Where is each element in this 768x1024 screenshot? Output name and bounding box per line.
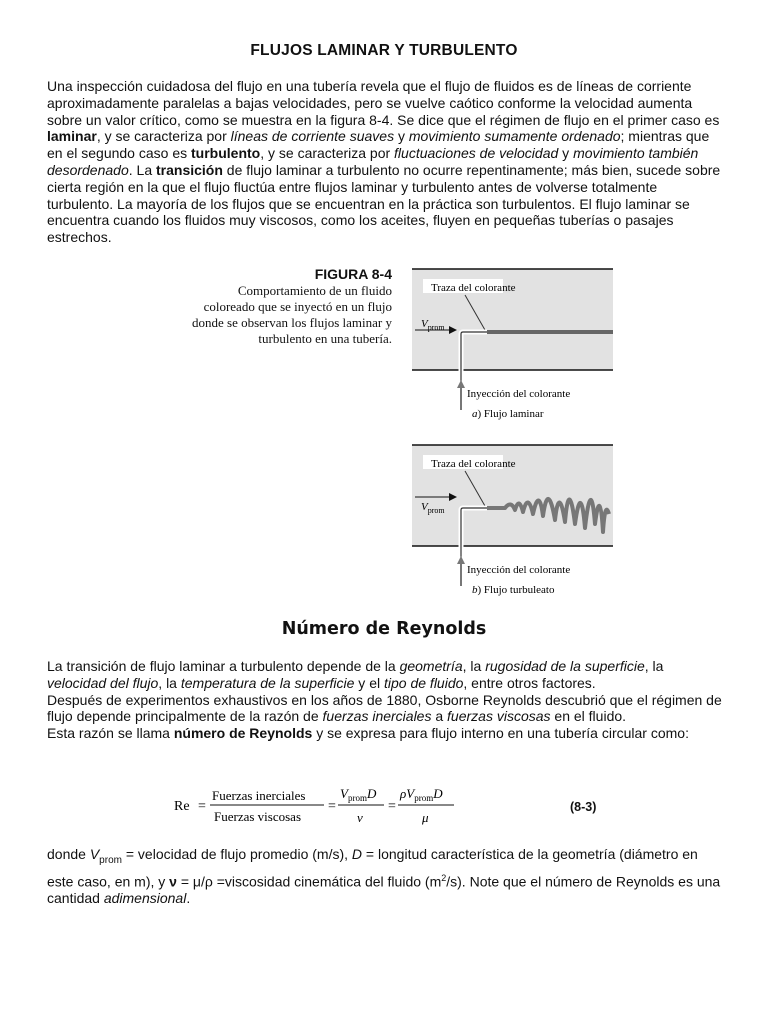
reynolds-equation <box>172 780 602 830</box>
term-geometria: geometría <box>399 658 463 674</box>
var-d: D <box>351 846 363 862</box>
body-text: , la <box>462 658 486 674</box>
body-text: = μ/ρ =viscosidad cinemática del fluido (m <box>176 873 442 890</box>
eq-sign: = <box>198 799 206 814</box>
eq-den1: Fuerzas viscosas <box>214 809 302 824</box>
body-text: = velocidad de flujo promedio (m/s), <box>121 846 352 862</box>
eq-num3: $\rho V_{prom}D$ <box>400 786 443 803</box>
var-v: V <box>89 846 100 862</box>
body-text: a <box>431 708 448 725</box>
eq-re: Re <box>174 799 190 814</box>
figure-label: FIGURA 8-4 <box>314 266 392 282</box>
term-laminar: laminar <box>47 128 97 145</box>
section-heading: Número de Reynolds <box>281 619 487 639</box>
eq-den3: μ <box>422 810 429 825</box>
caption-line: Comportamiento de un fluido <box>237 283 392 298</box>
figure-caption <box>160 266 392 347</box>
body-text: = longitud característica de la geometría (diámetro en este caso, en m), y <box>47 846 698 890</box>
eq-num1: Fuerzas inerciales <box>212 788 306 803</box>
body-text: , la <box>644 658 664 674</box>
body-text: , entre otros factores. <box>463 674 596 691</box>
term-movimiento: movimiento sumamente ordenado <box>408 128 621 145</box>
term-viscosas: fuerzas viscosas <box>447 708 551 725</box>
body-text: Esta razón se llama <box>47 725 174 742</box>
superscript: 2 <box>441 872 447 883</box>
term-fluctuaciones: fluctuaciones de velocidad <box>394 145 559 162</box>
dye-injection-label: Inyección del colorante <box>467 388 571 400</box>
term-lineas: líneas de corriente suaves <box>230 128 395 145</box>
var-v-sub: prom <box>99 854 122 866</box>
term-transicion: transición <box>156 161 223 178</box>
intro-text: Una inspección cuidadosa del flujo en una tubería revela que el flujo de fluidos es de líneas de corriente aproximadamente paralelas a bajas velocidades, pero se vuelve caótico conforme la velocidad aumenta sobre un valor crítico, como se muestra en la figura 8-4. Se dice que el régimen de flujo en el primer caso es <box>47 78 720 128</box>
dye-trace-label: Traza del colorante <box>431 282 516 294</box>
term-tipo: tipo de fluido <box>384 674 464 691</box>
intro-text: y <box>394 128 409 145</box>
equation-number: (8-3) <box>570 800 597 814</box>
term-rugosidad: rugosidad de la superficie <box>485 658 645 674</box>
caption-line: coloreado que se inyectó en un flujo <box>203 299 392 314</box>
term-turbulento: turbulento <box>191 145 261 162</box>
term-adimensional: adimensional <box>103 890 187 907</box>
intro-paragraph <box>47 78 723 246</box>
intro-text: . La <box>128 161 156 178</box>
body-text: , la <box>158 674 181 691</box>
eq-num2: $V_{prom}D$ <box>340 786 377 803</box>
where-paragraph <box>47 846 723 907</box>
caption-line: turbulento en una tubería. <box>258 331 392 346</box>
injection-arrowhead <box>457 556 465 564</box>
intro-text: de flujo laminar a turbulento no ocurre repentinamente; más bien, sucede sobre cierta región en la que el flujo fluctúa entre flujos laminar y turbulento antes de volverse totalmente turbulento. La mayoría de los flujos que se encuentran en la práctica son turbulentos. El flujo laminar se encuentra cuando los fluidos muy viscosos, como los aceites, fluyen en pequeñas tuberías o pasajes estrechos. <box>47 161 721 246</box>
var-nu: ν <box>169 873 177 890</box>
intro-text: ; mientras que en el segundo caso es <box>47 128 710 162</box>
v-prom-label: $V_{prom}$ <box>421 318 445 332</box>
caption-line: donde se observan los flujos laminar y <box>191 315 392 330</box>
term-numero-reynolds: número de Reynolds <box>173 725 313 742</box>
body-text: y el <box>354 674 384 691</box>
body-text: en el fluido. <box>550 708 627 725</box>
body-text: /s). Note que el número de Reynolds es una cantidad <box>47 873 721 907</box>
turbulent-caption: b) Flujo turbuleato <box>472 584 555 596</box>
body-text: donde <box>47 846 90 862</box>
page-title: FLUJOS LAMINAR Y TURBULENTO <box>250 42 518 59</box>
laminar-flow-figure <box>405 264 620 424</box>
dye-injection-label: Inyección del colorante <box>467 564 571 576</box>
eq-sign: = <box>328 799 336 814</box>
eq-den2: ν <box>357 810 363 825</box>
intro-text: , y se caracteriza por <box>96 128 231 145</box>
eq-sign: = <box>388 799 396 814</box>
body-text: y se expresa para flujo interno en una tubería circular como: <box>312 725 689 742</box>
injection-arrowhead <box>457 380 465 388</box>
intro-text: y <box>558 145 574 162</box>
body-text: La transición de flujo laminar a turbulento depende de la <box>47 658 400 674</box>
term-velocidad: velocidad del flujo <box>47 674 159 691</box>
v-prom-label: $V_{prom}$ <box>421 501 445 515</box>
term-temperatura: temperatura de la superficie <box>180 674 355 691</box>
term-desordenado: movimiento también desordenado <box>47 145 699 178</box>
body-text: Después de experimentos exhaustivos en los años de 1880, Osborne Reynolds descubrió que el régimen de flujo depende principalmente de la razón de <box>47 691 722 725</box>
laminar-caption: a) Flujo laminar <box>472 408 544 420</box>
intro-text: , y se caracteriza por <box>260 145 395 162</box>
term-inerciales: fuerzas inerciales <box>322 708 432 725</box>
dye-trace-label: Traza del colorante <box>431 458 516 470</box>
reynolds-paragraph <box>47 658 723 742</box>
turbulent-flow-figure <box>405 440 620 600</box>
body-text: . <box>186 890 191 907</box>
